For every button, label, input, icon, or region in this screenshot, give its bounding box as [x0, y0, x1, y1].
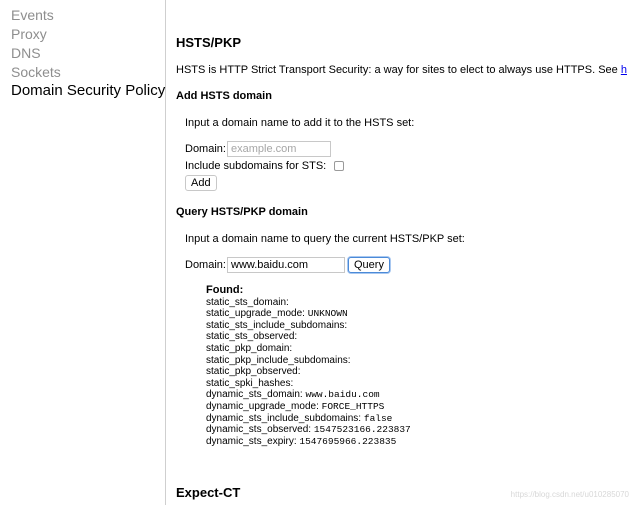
result-key: dynamic_sts_expiry: [206, 435, 297, 447]
found-label: Found: [206, 284, 244, 296]
result-key: static_upgrade_mode: [206, 308, 305, 320]
sidebar-item-events[interactable]: Events [11, 7, 54, 23]
result-row [206, 297, 411, 309]
result-key: static_pkp_observed: [206, 366, 301, 378]
query-domain-input[interactable] [227, 257, 345, 273]
result-row [206, 366, 411, 378]
main-content [176, 0, 637, 505]
result-value: 1547695966.223835 [299, 435, 397, 447]
result-key: static_sts_observed: [206, 331, 298, 343]
result-value: FORCE_HTTPS [321, 400, 385, 412]
result-key: static_sts_domain: [206, 296, 289, 308]
result-row [206, 331, 411, 343]
add-button[interactable]: Add [185, 175, 217, 191]
result-key: dynamic_sts_include_subdomains: [206, 412, 362, 424]
watermark: https://blog.csdn.net/u010285070 [510, 490, 629, 499]
result-row [206, 436, 411, 448]
result-key: dynamic_sts_observed: [206, 424, 312, 436]
include-subdomains-label: Include subdomains for STS: [185, 160, 327, 172]
include-subdomains-checkbox[interactable] [334, 161, 344, 171]
add-domain-input[interactable] [227, 141, 331, 157]
sidebar-item-domain-security-policy[interactable]: Domain Security Policy [11, 82, 166, 99]
result-row [206, 308, 411, 320]
add-domain-label: Domain: [185, 143, 226, 155]
result-key: static_spki_hashes: [206, 377, 294, 389]
intro-text-body: HSTS is HTTP Strict Transport Security: a way for sites to elect to always use HTTPS. See [176, 64, 621, 76]
result-value: UNKNOWN [307, 308, 348, 320]
query-button[interactable]: Query [348, 257, 390, 273]
result-value: www.baidu.com [305, 389, 380, 401]
sidebar-item-proxy[interactable]: Proxy [11, 26, 47, 42]
query-instructions: Input a domain name to query the current HSTS/PKP set: [185, 233, 465, 245]
result-row [206, 413, 411, 425]
expect-ct-heading: Expect-CT [176, 485, 241, 500]
result-row [206, 424, 411, 436]
result-key: static_sts_include_subdomains: [206, 319, 348, 331]
sidebar [0, 0, 166, 505]
result-key: dynamic_sts_domain: [206, 389, 303, 401]
result-rows [206, 297, 411, 448]
result-key: dynamic_upgrade_mode: [206, 400, 319, 412]
result-row [206, 389, 411, 401]
sidebar-item-sockets[interactable]: Sockets [11, 64, 61, 80]
sidebar-item-dns[interactable]: DNS [11, 45, 41, 61]
intro-link[interactable]: h [620, 64, 627, 76]
add-hsts-instructions: Input a domain name to add it to the HSTS set: [185, 117, 415, 129]
result-value: 1547523166.223837 [313, 424, 411, 436]
result-row [206, 320, 411, 332]
query-domain-label: Domain: [185, 259, 226, 271]
result-row [206, 378, 411, 390]
result-row [206, 343, 411, 355]
page-title: HSTS/PKP [176, 35, 242, 50]
result-key: static_pkp_domain: [206, 342, 293, 354]
query-heading: Query HSTS/PKP domain [176, 206, 308, 218]
intro-text [176, 64, 627, 76]
query-results [206, 285, 411, 447]
result-row [206, 401, 411, 413]
result-key: static_pkp_include_subdomains: [206, 354, 351, 366]
result-row [206, 355, 411, 367]
result-value: false [363, 412, 393, 424]
add-hsts-heading: Add HSTS domain [176, 90, 272, 102]
